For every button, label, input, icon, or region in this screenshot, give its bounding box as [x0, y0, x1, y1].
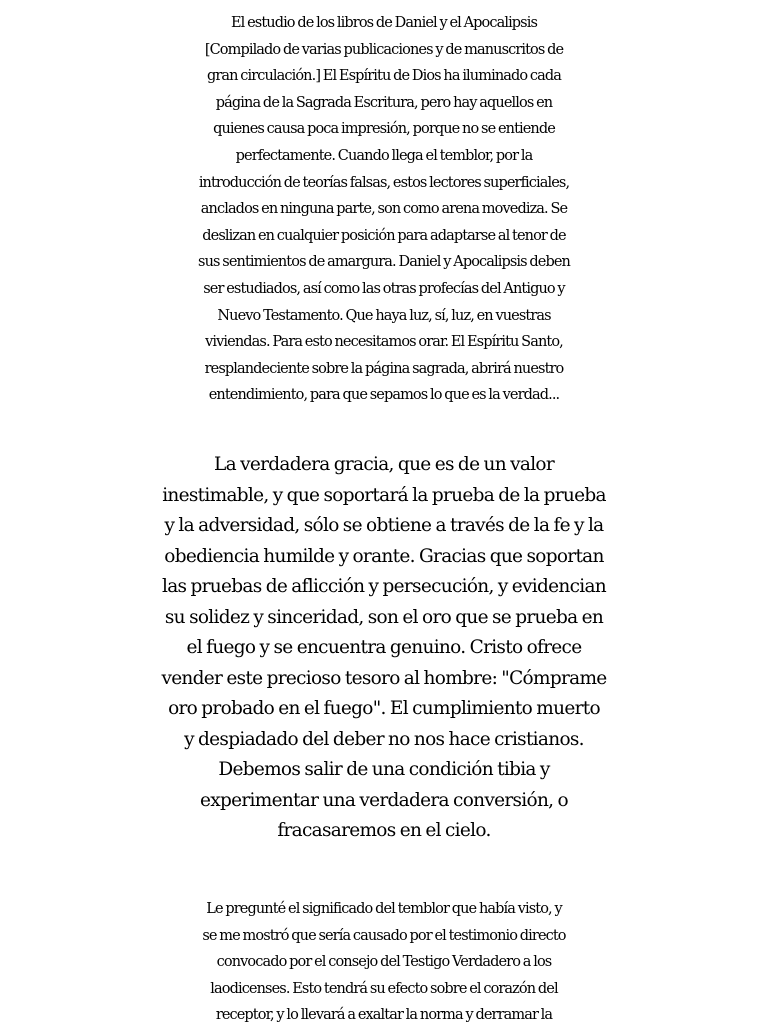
text-line: obediencia humilde y orante. Gracias que soportan [164, 545, 604, 567]
text-line: gran circulación.] El Espíritu de Dios ha iluminado cada [206, 68, 562, 85]
text-line: ser estudiados, así como las otras profecías del Antiguo y [203, 280, 565, 297]
text-line: fracasaremos en el cielo. [277, 820, 491, 841]
text-line: viviendas. Para esto necesitamos orar. El Espíritu Santo, [205, 334, 563, 351]
text-line: [Compilado de varias publicaciones y de manuscritos de [204, 41, 564, 58]
text-line: las pruebas de aflicción y persecución, y evidencian [161, 576, 607, 597]
text-line: inestimable, y que soportará la prueba de la prueba [162, 484, 606, 506]
text-line: página de la Sagrada Escritura, pero hay aquellos en [215, 94, 553, 111]
text-line: y la adversidad, sólo se obtiene a través de la fe y la [164, 515, 604, 536]
paragraph-temblor [0, 896, 768, 1024]
paragraph-verdadera-gracia [0, 450, 768, 847]
text-line: deslizan en cualquier posición para adaptarse al tenor de [202, 227, 566, 244]
text-line: sus sentimientos de amargura. Daniel y Apocalipsis deben [198, 254, 570, 271]
text-line: oro probado en el fuego". El cumplimiento muerto [168, 698, 600, 719]
text-line: laodicenses. Esto tendrá su efecto sobre el corazón del [210, 980, 558, 997]
text-line: y despiadado del deber no nos hace cristianos. [184, 728, 584, 750]
text-line: Le pregunté el significado del temblor que había visto, y [206, 901, 562, 917]
text-line: Nuevo Testamento. Que haya luz, sí, luz, en vuestras [217, 307, 551, 324]
paragraph-daniel-apocalipsis [0, 10, 768, 409]
text-line: se me mostró que sería causado por el testimonio directo [202, 927, 566, 944]
text-line: El estudio de los libros de Daniel y el Apocalipsis [230, 15, 538, 31]
text-line: anclados en ninguna parte, son como arena movediza. Se [200, 201, 568, 218]
text-line: entendimiento, para que sepamos lo que es la verdad... [208, 387, 560, 404]
text-line: experimentar una verdadera conversión, o [200, 789, 568, 811]
text-line: vender este precioso tesoro al hombre: "Cómprame [161, 667, 607, 689]
text-line: Debemos salir de una condición tibia y [218, 759, 550, 780]
text-line: resplandeciente sobre la página sagrada, abrirá nuestro [204, 360, 564, 377]
text-line: La verdadera gracia, que es de un valor [213, 454, 554, 475]
text-line: convocado por el consejo del Testigo Verdadero a los [216, 954, 552, 971]
text-line: introducción de teorías falsas, estos lectores superficiales, [198, 174, 570, 191]
text-line: perfectamente. Cuando llega el temblor, por la [235, 147, 533, 164]
text-line: el fuego y se encuentra genuino. Cristo ofrece [186, 637, 582, 658]
text-line: su solidez y sinceridad, son el oro que se prueba en [164, 606, 604, 628]
text-line: receptor, y lo llevará a exaltar la norma y derramar la [215, 1007, 553, 1024]
text-line: quienes causa poca impresión, porque no se entiende [213, 121, 555, 138]
